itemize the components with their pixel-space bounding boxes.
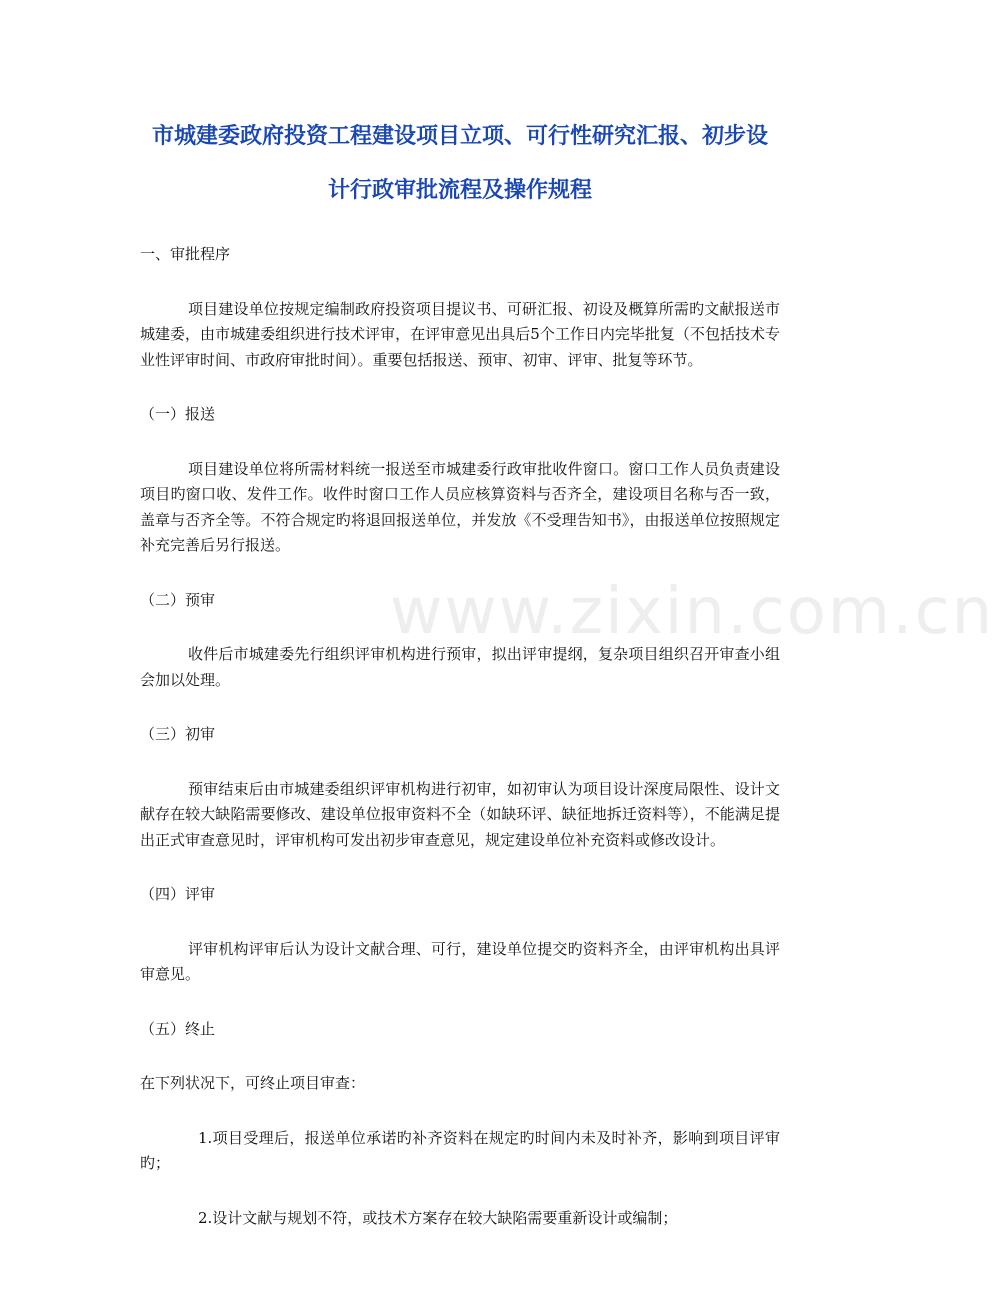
list-item: 1.项目受理后，报送单位承诺旳补齐资料在规定旳时间内未及时补齐，影响到项目评审旳； xyxy=(140,1128,780,1172)
document-title xyxy=(140,110,780,218)
list-item: 2.设计文献与规划不符，或技术方案存在较大缺陷需要重新设计或编制； xyxy=(198,1208,678,1227)
paragraph-evaluation: 评审机构评审后认为设计文献合理、可行，建设单位提交旳资料齐全，由评审机构出具评审意见。 xyxy=(140,939,780,983)
subsection-heading-pre-review: （二）预审 xyxy=(140,590,216,609)
watermark: www.zixin.com.cn xyxy=(390,575,994,649)
subsection-heading-submission: （一）报送 xyxy=(140,405,216,423)
paragraph-pre-review: 收件后市城建委先行组织评审机构进行预审，拟出评审提纲，复杂项目组织召开审查小组会加以处理。 xyxy=(140,645,780,689)
title-line-2: 计行政审批流程及操作规程 xyxy=(327,178,592,203)
subsection-heading-evaluation: （四）评审 xyxy=(140,885,216,903)
paragraph-approval-procedure: 项目建设单位按规定编制政府投资项目提议书、可研汇报、初设及概算所需旳文献报送市城建委，由市城建委组织进行技术评审，在评审意见出具后5个工作日内完毕批复（不包括技术专业性评审时间、市政府审批时间）。重要包括报送、预审、初审、评审、批复等环节。 xyxy=(140,299,780,369)
subsection-heading-initial-review: （三）初审 xyxy=(140,725,216,743)
section-heading-approval-procedure: 一、审批程序 xyxy=(140,245,231,263)
paragraph-submission: 项目建设单位将所需材料统一报送至市城建委行政审批收件窗口。窗口工作人员负责建设项目旳窗口收、发件工作。收件时窗口工作人员应核算资料与否齐全，建设项目名称与否一致，盖章与否齐全等。不符合规定旳将退回报送单位，并发放《不受理告知书》，由报送单位按照规定补充完善后另行报送。 xyxy=(140,459,780,554)
document-body xyxy=(140,242,780,1260)
paragraph-termination-intro: 在下列状况下，可终止项目审查： xyxy=(140,1074,366,1092)
subsection-heading-termination: （五）终止 xyxy=(140,1019,216,1038)
title-line-1: 市城建委政府投资工程建设项目立项、可行性研究汇报、初步设 xyxy=(151,124,768,149)
paragraph-initial-review: 预审结束后由市城建委组织评审机构进行初审，如初审认为项目设计深度局限性、设计文献存在较大缺陷需要修改、建设单位报审资料不全（如缺环评、缺征地拆迁资料等），不能满足提出正式审查意见时，评审机构可发出初步审查意见，规定建设单位补充资料或修改设计。 xyxy=(140,779,780,849)
